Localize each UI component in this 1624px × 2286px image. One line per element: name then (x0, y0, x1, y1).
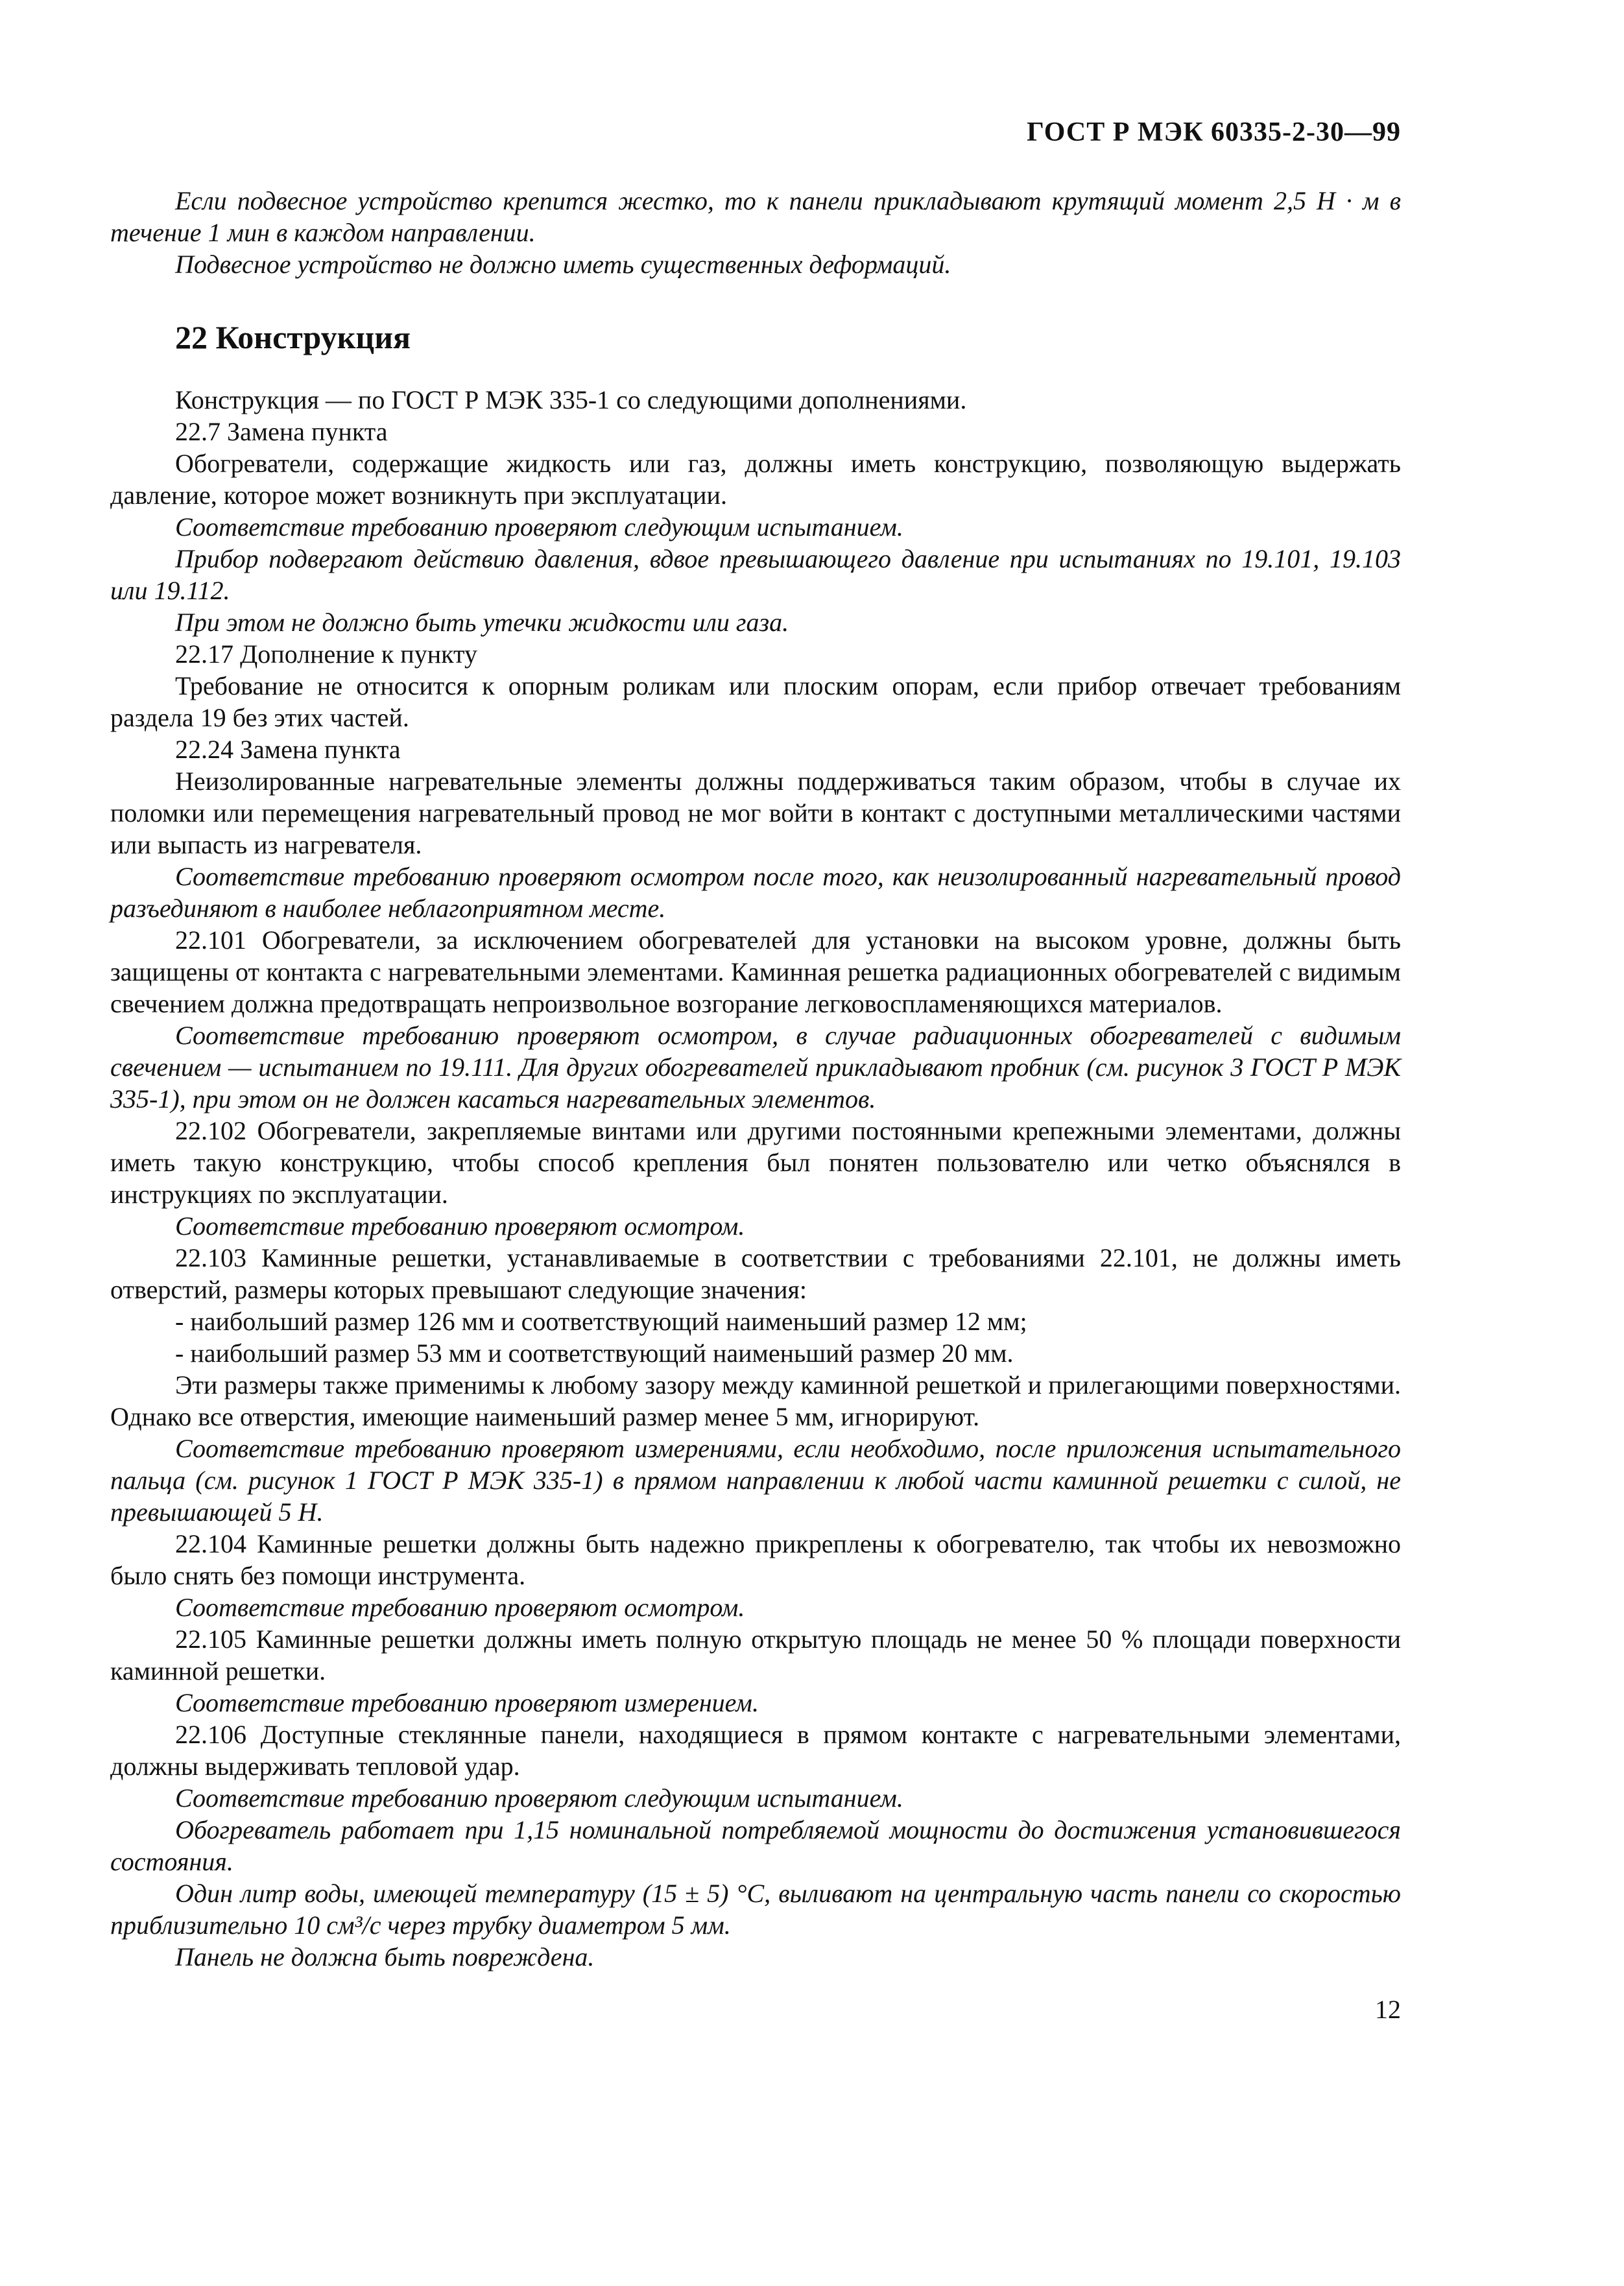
requirement-check-paragraph: Соответствие требованию проверяют осмотром. (175, 1211, 745, 1241)
clause-paragraph: 22.7 Замена пункта (175, 417, 388, 446)
requirement-check-paragraph: Соответствие требованию проверяют следующим испытанием. (175, 1783, 903, 1813)
requirement-check-paragraph: Соответствие требованию проверяют измерениями, если необходимо, после приложения испытательного пальца (см. рисунок 1 ГОСТ Р МЭК 335-1) в прямом направлении к любой части каминной решетки с силой, не превышающей 5 Н. (110, 1434, 1401, 1527)
requirement-check-paragraph: Один литр воды, имеющей температуру (15 ± 5) °С, выливают на центральную часть панели со скоростью приблизительно 10 см³/с через трубку диаметром 5 мм. (110, 1879, 1401, 1940)
requirement-check-paragraph: Соответствие требованию проверяют измерением. (175, 1688, 759, 1717)
intro-paragraph: Если подвесное устройство крепится жестко, то к панели прикладывают крутящий момент 2,5 Н · м в течение 1 мин в каждом направлении. (110, 186, 1401, 247)
document-header: ГОСТ Р МЭК 60335-2-30—99 (1027, 117, 1401, 147)
document-page (110, 0, 1401, 2286)
intro-paragraph: Подвесное устройство не должно иметь существенных деформаций. (175, 250, 951, 279)
clause-paragraph: 22.105 Каминные решетки должны иметь полную открытую площадь не менее 50 % площади поверхности каминной решетки. (110, 1625, 1401, 1685)
document-body (110, 185, 1401, 1973)
requirement-check-paragraph: Соответствие требованию проверяют следующим испытанием. (175, 512, 903, 542)
clause-paragraph: Конструкция — по ГОСТ Р МЭК 335-1 со следующими дополнениями. (175, 385, 967, 414)
clause-paragraph: Требование не относится к опорным роликам или плоским опорам, если прибор отвечает требованиям раздела 19 без этих частей. (110, 671, 1401, 732)
section-heading: 22 Конструкция (175, 319, 411, 355)
page-number: 12 (1375, 1995, 1401, 2024)
requirement-check-paragraph: Прибор подвергают действию давления, вдвое превышающего давление при испытаниях по 19.101, 19.103 или 19.112. (110, 544, 1401, 605)
clause-paragraph: 22.101 Обогреватели, за исключением обогревателей для установки на высоком уровне, должны быть защищены от контакта с нагревательными элементами. Каминная решетка радиационных обогревателей с видимым свечением должна предотвращать непроизвольное возгорание легковоспламеняющихся материалов. (110, 925, 1401, 1018)
requirement-check-paragraph: Соответствие требованию проверяют осмотром, в случае радиационных обогревателей с видимым свечением — испытанием по 19.111. Для других обогревателей прикладывают пробник (см. рисунок 3 ГОСТ Р МЭК 335-1), при этом он не должен касаться нагревательных элементов. (110, 1021, 1401, 1113)
requirement-check-paragraph: Соответствие требованию проверяют осмотром после того, как неизолированный нагревательный провод разъединяют в наиболее неблагоприятном месте. (110, 862, 1401, 923)
clause-paragraph: Неизолированные нагревательные элементы должны поддерживаться таким образом, чтобы в случае их поломки или перемещения нагревательный провод не мог войти в контакт с доступными металлическими частями или выпасть из нагревателя. (110, 767, 1401, 859)
clause-paragraph: 22.17 Дополнение к пункту (175, 639, 477, 669)
clause-paragraph: 22.104 Каминные решетки должны быть надежно прикреплены к обогревателю, так чтобы их невозможно было снять без помощи инструмента. (110, 1529, 1401, 1590)
clause-paragraph: Обогреватели, содержащие жидкость или газ, должны иметь конструкцию, позволяющую выдержать давление, которое может возникнуть при эксплуатации. (110, 449, 1401, 510)
clause-paragraph: - наибольший размер 126 мм и соответствующий наименьший размер 12 мм; (175, 1307, 1027, 1336)
clause-paragraph: Эти размеры также применимы к любому зазору между каминной решеткой и прилегающими поверхностями. Однако все отверстия, имеющие наименьший размер менее 5 мм, игнорируют. (110, 1370, 1401, 1431)
clause-paragraph: 22.103 Каминные решетки, устанавливаемые в соответствии с требованиями 22.101, не должны иметь отверстий, размеры которых превышают следующие значения: (110, 1243, 1401, 1304)
clause-paragraph: 22.106 Доступные стеклянные панели, находящиеся в прямом контакте с нагревательными элементами, должны выдерживать тепловой удар. (110, 1720, 1401, 1781)
requirement-check-paragraph: При этом не должно быть утечки жидкости или газа. (175, 608, 789, 637)
clause-paragraph: 22.24 Замена пункта (175, 735, 401, 764)
requirement-check-paragraph: Обогреватель работает при 1,15 номинальной потребляемой мощности до достижения установившегося состояния. (110, 1815, 1401, 1876)
section-content (110, 384, 1401, 1973)
clause-paragraph: 22.102 Обогреватели, закрепляемые винтами или другими постоянными крепежными элементами, должны иметь такую конструкцию, чтобы способ крепления был понятен пользователю или четко объяснялся в инструкциях по эксплуатации. (110, 1116, 1401, 1209)
requirement-check-paragraph: Панель не должна быть повреждена. (175, 1942, 595, 1971)
requirement-check-paragraph: Соответствие требованию проверяют осмотром. (175, 1593, 745, 1622)
clause-paragraph: - наибольший размер 53 мм и соответствующий наименьший размер 20 мм. (175, 1339, 1014, 1368)
